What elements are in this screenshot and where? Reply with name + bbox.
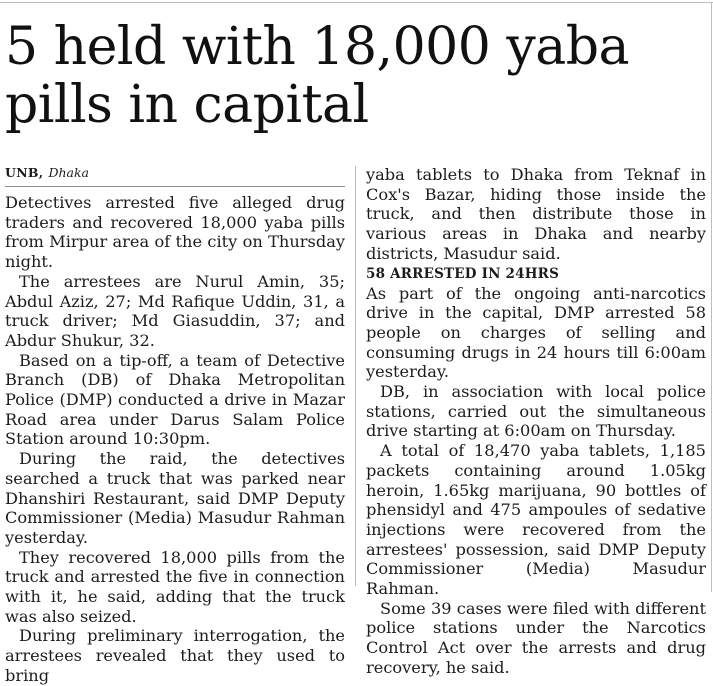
byline: [5, 164, 345, 187]
subheading: 58 ARRESTED IN 24HRS: [366, 265, 560, 282]
paragraph-interrogation: During preliminary interrogation, the arrestees revealed that they used to bring: [5, 626, 345, 685]
paragraph-lead: Detectives arrested five alleged drug traders and recovered 18,000 yaba pills from Mirpur area of the city on Thursday night.: [5, 193, 345, 272]
frame-right-border: [711, 2, 712, 592]
byline-location: Dhaka: [48, 165, 90, 180]
paragraph-seizure-total: A total of 18,470 yaba tablets, 1,185 packets containing around 1.05kg heroin, 1.65kg marijuana, 90 bottles of phensidyl and 475 ampoules of sedative injections were recovered from the arrestees' possession, said DMP Deputy Commissioner (Media) Masudur Rahman.: [366, 441, 706, 599]
byline-source: UNB,: [5, 165, 44, 180]
paragraph-arrestees: The arrestees are Nurul Amin, 35; Abdul Aziz, 27; Md Rafique Uddin, 31, a truck driver; Md Giasuddin, 37; and Abdur Shukur, 32.: [5, 271, 345, 350]
column-divider: [355, 166, 356, 586]
frame-top-border: [0, 2, 713, 3]
paragraph-recovery: They recovered 18,000 pills from the truck and arrested the five in connection with it, he said, adding that the truck was also seized.: [5, 547, 345, 626]
paragraph-drive: As part of the ongoing anti-narcotics drive in the capital, DMP arrested 58 people on charges of selling and consuming drugs in 24 hours till 6:00am yesterday.: [366, 283, 706, 382]
paragraph-tipoff: Based on a tip-off, a team of Detective Branch (DB) of Dhaka Metropolitan Police (DMP) conducted a drive in Mazar Road area under Darus Salam Police Station around 10:30pm.: [5, 350, 345, 449]
paragraph-db-association: DB, in association with local police stations, carried out the simultaneous drive starting at 6:00am on Thursday.: [366, 382, 706, 441]
headline: 5 held with 18,000 yaba pills in capital: [5, 17, 630, 135]
right-column: [366, 165, 706, 678]
paragraph-continuation: yaba tablets to Dhaka from Teknaf in Cox's Bazar, hiding those inside the truck, and then distribute those in various areas in Dhaka and nearby districts, Masudur said.: [366, 165, 706, 263]
left-column: [5, 164, 345, 686]
paragraph-cases: Some 39 cases were filed with different police stations under the Narcotics Control Act over the arrests and drug recovery, he said.: [366, 598, 706, 677]
paragraph-raid: During the raid, the detectives searched a truck that was parked near Dhanshiri Restaurant, said DMP Deputy Commissioner (Media) Masudur Rahman yesterday.: [5, 449, 345, 547]
